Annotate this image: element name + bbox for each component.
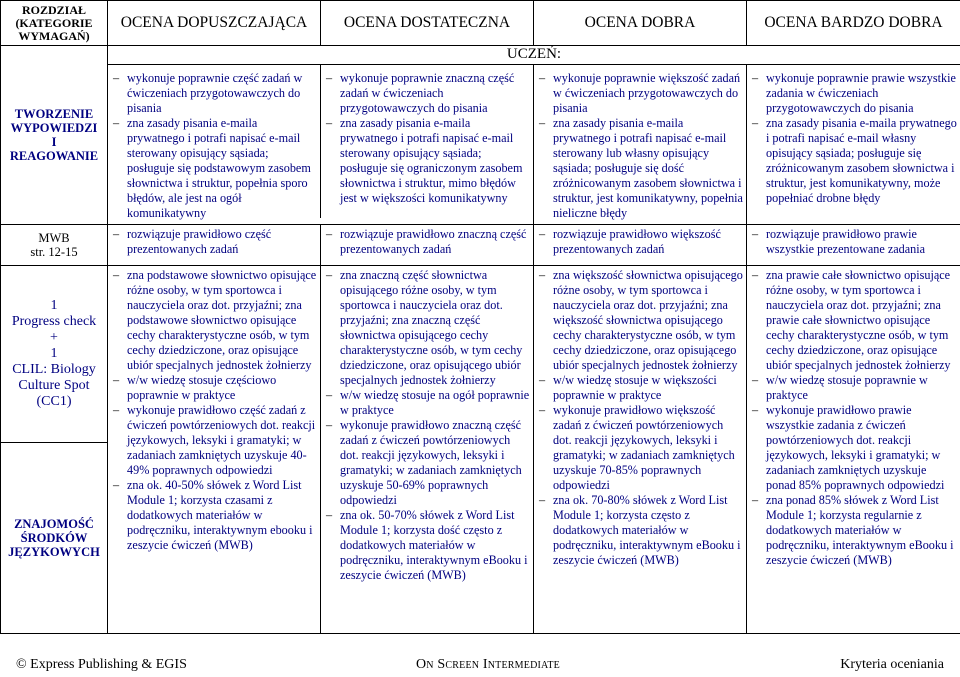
list-item: – rozwiązuje prawidłowo większość prezentowanych zadań <box>537 227 743 257</box>
header-grade-bardzo-dobra: OCENA BARDZO DOBRA <box>747 1 960 46</box>
section1-col4 <box>747 65 960 224</box>
list-item: – zna ok. 50-70% słówek z Word List Module 1; korzysta dość często z dodatkowych materiałów w podręczniku, interaktywnym eBooku i zeszycie ćwiczeń (MWB) <box>324 508 530 583</box>
list-item: – zna ok. 40-50% słówek z Word List Module 1; korzysta czasami z dodatkowych materiałów w podręczniku, interaktywnym ebooku i zeszycie ćwiczeń (MWB) <box>111 478 317 553</box>
uczen-heading: UCZEŃ: <box>108 46 960 65</box>
list-item: – zna podstawowe słownictwo opisujące różne osoby, w tym sportowca i nauczyciela oraz dot. przyjaźni; zna podstawowe słownictwo opisujące cechy charakterystyczne osób, w tym cechy dziedziczone, oraz opisujące ubiór specjalnych jednostek żołnierzy <box>111 268 317 373</box>
list-item: – zna zasady pisania e-maila prywatnego i potrafi napisać e-mail własny opisujący sąsiada; posługuje się zróżnicowanym zasobem słownictwa i struktur, jest komunikatywny, może popełniać drobne błędy <box>750 116 957 206</box>
header-row <box>1 1 960 46</box>
section3-col3 <box>534 266 747 634</box>
list-item: – wykonuje prawidłowo znaczną część zadań z ćwiczeń powtórzeniowych dot. reakcji językowych, leksyki i gramatyki; w zadaniach zamkniętych uzyskuje 50-69% poprawnych odpowiedzi <box>324 418 530 508</box>
header-grade-dopuszczajaca: OCENA DOPUSZCZAJĄCA <box>108 1 321 46</box>
section1-col1 <box>108 65 321 218</box>
list-item: – zna zasady pisania e-maila prywatnego i potrafi napisać e-mail sterowany lub własny opisujący sąsiada; posługuje się dość zróżnicowanym zasobem słownictwa i struktur, jest komunikatywny, popełnia nieliczne błędy <box>537 116 743 221</box>
section3-col2 <box>321 266 534 634</box>
list-item: – zna zasady pisania e-maila prywatnego i potrafi napisać e-mail sterowany opisujący sąsiada; posługuje się podstawowym zasobem słownictwa i struktur, popełnia sporo błędów, ale jest na ogół komunikatywny <box>111 116 317 221</box>
list-item: – rozwiązuje prawidłowo znaczną część prezentowanych zadań <box>324 227 530 257</box>
list-item: – zna zasady pisania e-maila prywatnego i potrafi napisać e-mail sterowany opisujący sąsiada; posługuje się ograniczonym zasobem słownictwa i struktur, mimo błędów jest w większości komunikatywny <box>324 116 530 206</box>
header-category: ROZDZIAŁ (KATEGORIE WYMAGAŃ) <box>1 1 108 46</box>
list-item: – w/w wiedzę stosuje częściowo poprawnie w praktyce <box>111 373 317 403</box>
znajomosc-label: ZNAJOMOŚĆ ŚRODKÓW JĘZYKOWYCH <box>8 517 100 559</box>
section3-col4 <box>747 266 960 634</box>
list-item: – wykonuje poprawnie część zadań w ćwiczeniach przygotowawczych do pisania <box>111 71 317 116</box>
section-label-tworzenie: TWORZENIE WYPOWIEDZI I REAGOWANIE <box>1 46 108 225</box>
section2-col2 <box>321 225 534 266</box>
header-grade-dostateczna: OCENA DOSTATECZNA <box>321 1 534 46</box>
footer-course-title: On Screen Intermediate <box>416 657 560 672</box>
footer-document-title: Kryteria oceniania <box>840 657 944 672</box>
section-label-mwb: MWB str. 12-15 <box>1 225 108 266</box>
progress-check-label: 1 Progress check + 1 CLIL: Biology Culture Spot (CC1) <box>1 266 107 443</box>
list-item: – w/w wiedzę stosuje poprawnie w praktyce <box>750 373 957 403</box>
section2-col3 <box>534 225 747 266</box>
list-item: – wykonuje prawidłowo większość zadań z ćwiczeń powtórzeniowych dot. reakcji językowych, leksyki i gramatyki; w zadaniach zamkniętych uzyskuje 70-85% poprawnych odpowiedzi <box>537 403 743 493</box>
footer-copyright: © Express Publishing & EGIS <box>16 657 187 672</box>
section-label-znajomosc <box>1 266 108 634</box>
list-item: – wykonuje poprawnie znaczną część zadań w ćwiczeniach przygotowawczych do pisania <box>324 71 530 116</box>
section1-col3 <box>534 65 747 224</box>
list-item: – w/w wiedzę stosuje na ogół poprawnie w praktyce <box>324 388 530 418</box>
list-item: – zna prawie całe słownictwo opisujące różne osoby, w tym sportowca i nauczyciela oraz dot. przyjaźni; zna prawie całe słownictwo opisujące cechy charakterystyczne osób, w tym cechy dziedziczone, oraz opisujące ubiór specjalnych jednostek żołnierzy <box>750 268 957 373</box>
page-footer <box>0 653 960 677</box>
list-item: – wykonuje prawidłowo prawie wszystkie zadania z ćwiczeń powtórzeniowych dot. reakcji językowych, leksyki i gramatyki; w zadaniach zamkniętych uzyskuje ponad 85% poprawnych odpowiedzi <box>750 403 957 493</box>
list-item: – rozwiązuje prawidłowo część prezentowanych zadań <box>111 227 317 257</box>
section-tworzenie-row <box>1 46 960 225</box>
section-mwb-row <box>1 225 960 266</box>
header-grade-dobra: OCENA DOBRA <box>534 1 747 46</box>
list-item: – wykonuje prawidłowo część zadań z ćwiczeń powtórzeniowych dot. reakcji językowych, leksyki i gramatyki; w zadaniach zamkniętych uzyskuje 40-49% poprawnych odpowiedzi <box>111 403 317 478</box>
list-item: – wykonuje poprawnie prawie wszystkie zadania w ćwiczeniach przygotowawczych do pisania <box>750 71 957 116</box>
list-item: – wykonuje poprawnie większość zadań w ćwiczeniach przygotowawczych do pisania <box>537 71 743 116</box>
list-item: – zna większość słownictwa opisującego różne osoby, w tym sportowca i nauczyciela oraz dot. przyjaźni; zna większość słownictwa opisującego cechy charakterystyczne osób, w tym cechy dziedziczone, oraz opisującego ubiór specjalnych jednostek żołnierzy <box>537 268 743 373</box>
section2-col1 <box>108 225 321 266</box>
list-item: – zna ponad 85% słówek z Word List Module 1; korzysta regularnie z dodatkowych materiałów w podręczniku, interaktywnym eBooku i zeszycie ćwiczeń (MWB) <box>750 493 957 568</box>
list-item: – zna znaczną część słownictwa opisującego różne osoby, w tym sportowca i nauczyciela oraz dot. przyjaźni; zna znaczną część słownictwa opisującego cechy charakterystyczne osób, w tym cechy dziedziczone, oraz opisującego ubiór specjalnych jednostek żołnierzy <box>324 268 530 388</box>
list-item: – rozwiązuje prawidłowo prawie wszystkie prezentowane zadania <box>750 227 957 257</box>
section-znajomosc-row <box>1 266 960 634</box>
section2-col4 <box>747 225 960 266</box>
list-item: – zna ok. 70-80% słówek z Word List Module 1; korzysta często z dodatkowych materiałów w podręczniku, interaktywnym eBooku i zeszycie ćwiczeń (MWB) <box>537 493 743 568</box>
section1-col2 <box>321 65 534 224</box>
section3-col1 <box>108 266 321 634</box>
list-item: – w/w wiedzę stosuje w większości poprawnie w praktyce <box>537 373 743 403</box>
